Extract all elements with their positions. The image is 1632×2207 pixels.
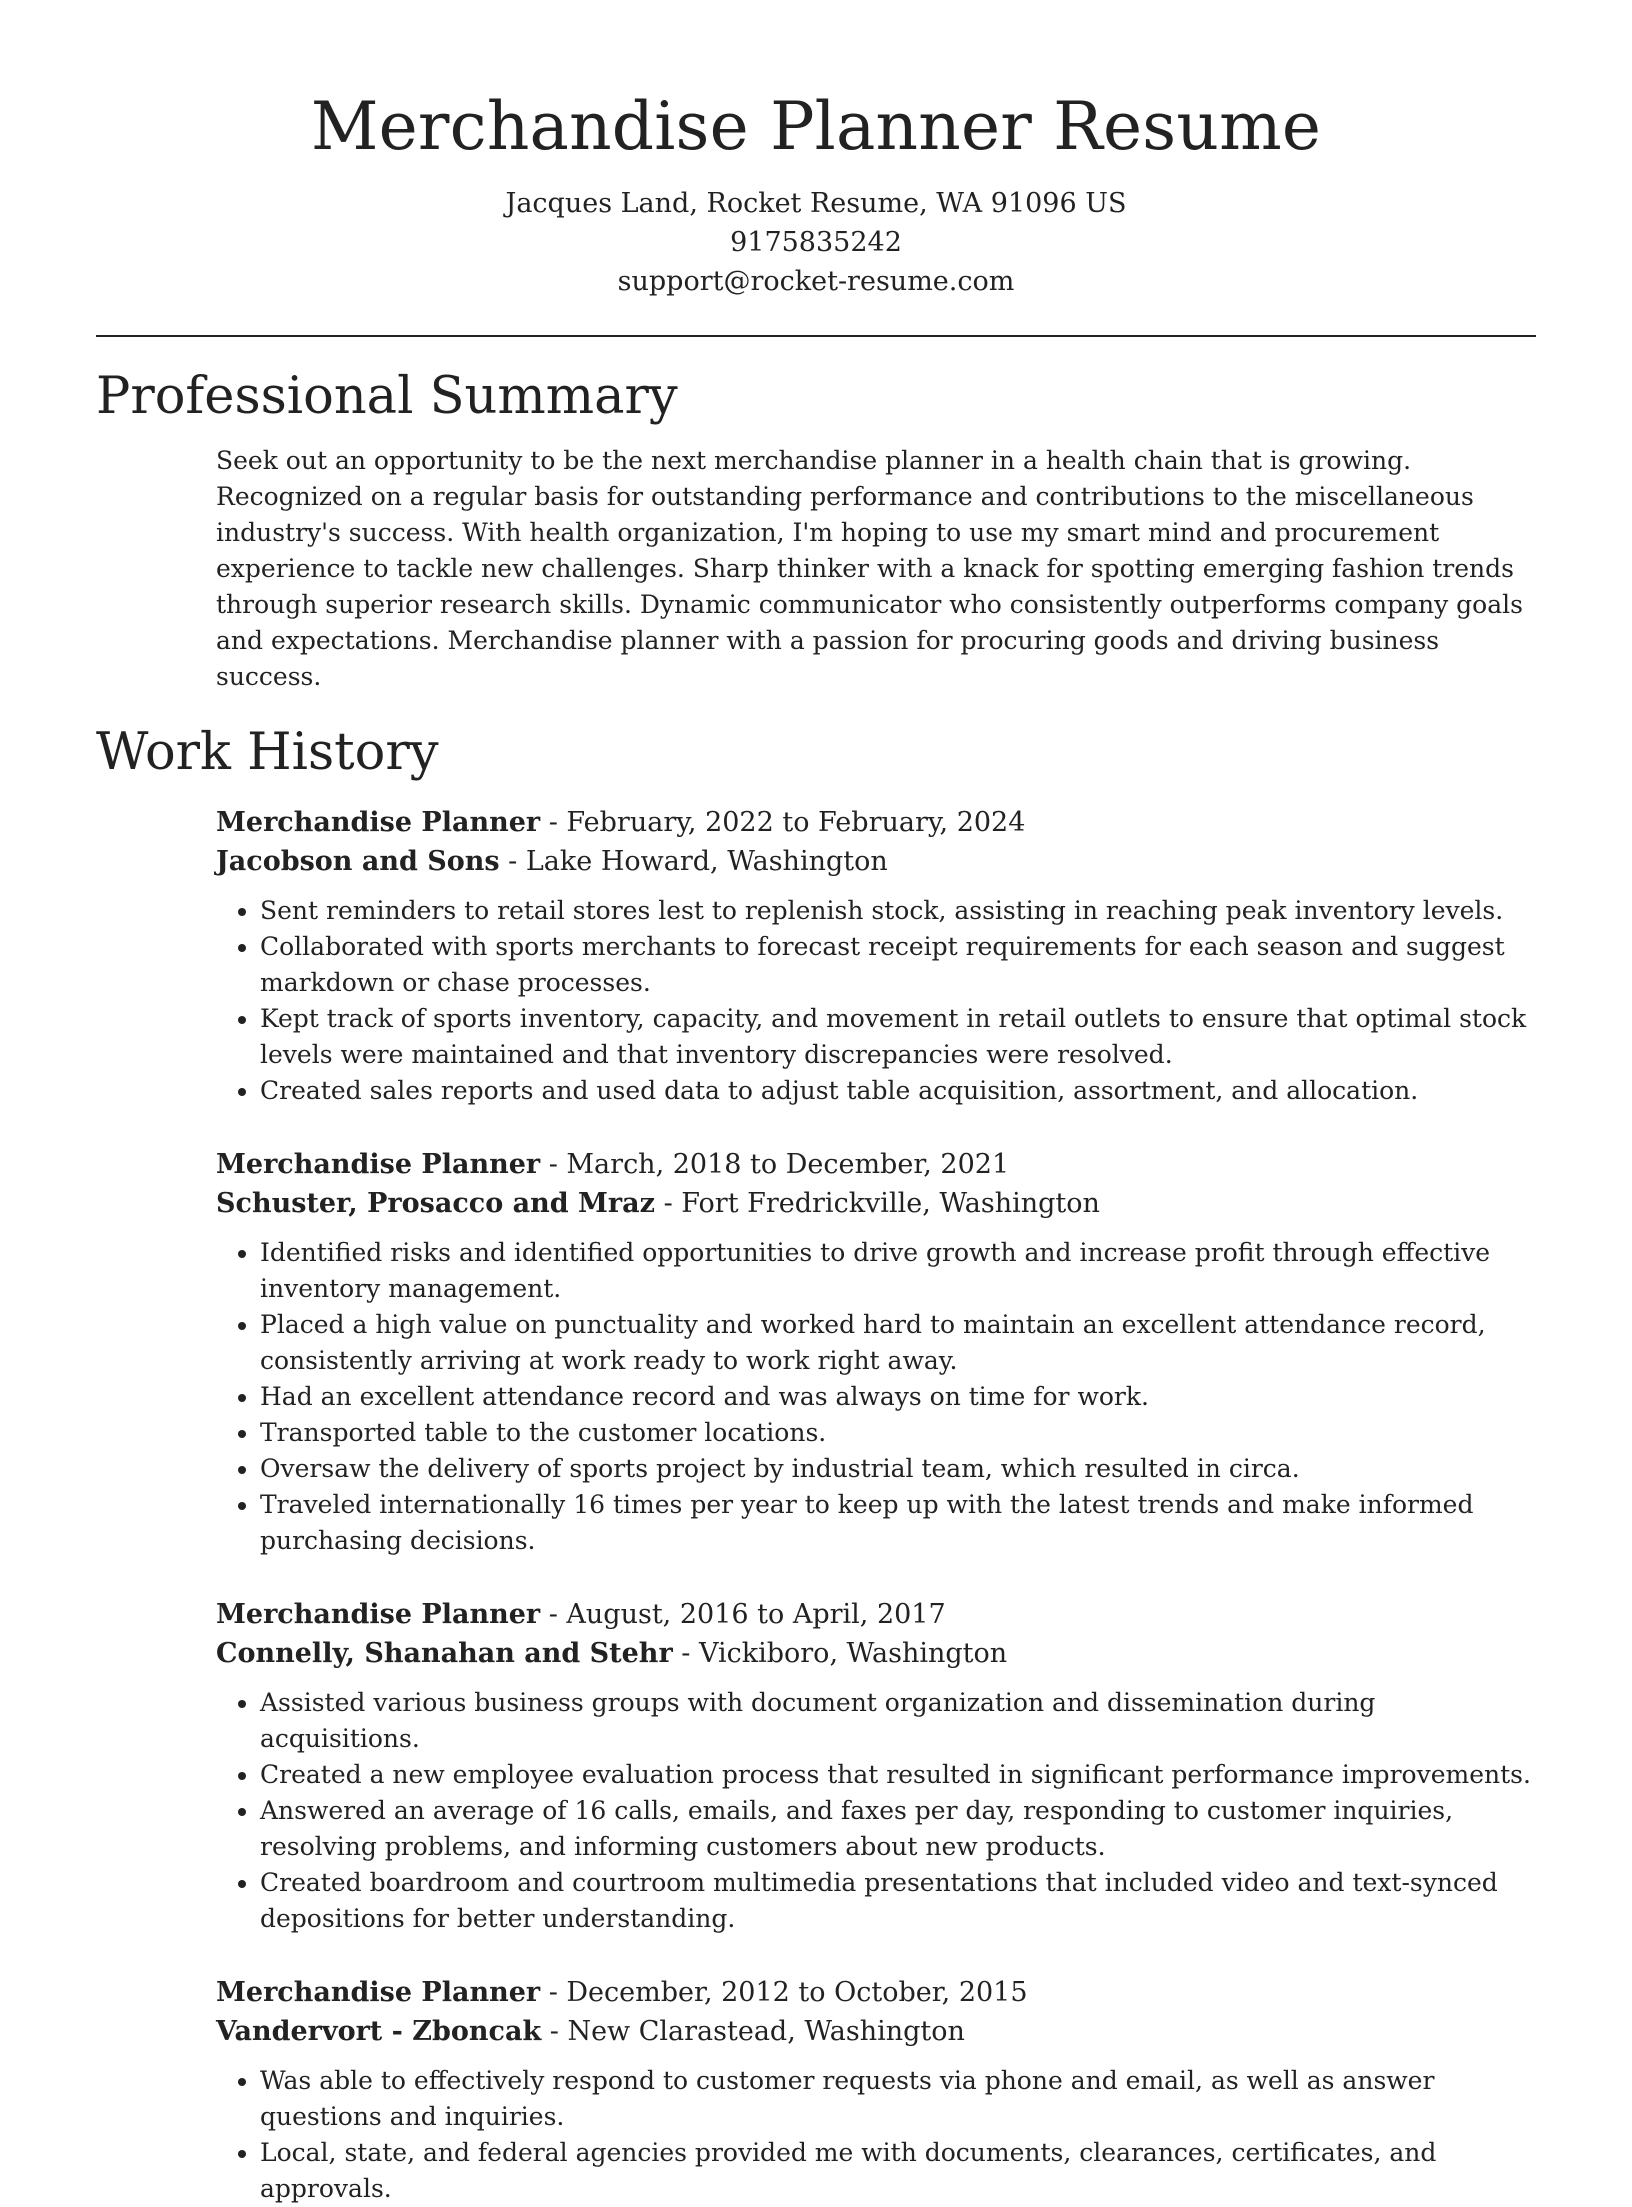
job-bullet: • Answered an average of 16 calls, emails, and faxes per day, responding to customer inquiries, resolving problems, and informing customers about new products.: [260, 1793, 1536, 1865]
job-title: Merchandise Planner: [216, 1149, 541, 1180]
job-bullets: [216, 2063, 1536, 2207]
work-history-heading: Work History: [96, 723, 439, 782]
resume-header: [96, 0, 1536, 301]
job-bullet: • Had an excellent attendance record and was always on time for work.: [260, 1379, 1536, 1415]
job-company-line: [216, 842, 1536, 881]
job-bullet: • Collaborated with sports merchants to forecast receipt requirements for each season and suggest markdown or chase processes.: [260, 929, 1536, 1001]
job-company-line: [216, 1184, 1536, 1223]
job-entry: [216, 1145, 1536, 1559]
job-bullet: • Was able to effectively respond to customer requests via phone and email, as well as answer questions and inquiries.: [260, 2063, 1536, 2135]
job-bullet: • Local, state, and federal agencies provided me with documents, clearances, certificates, and approvals.: [260, 2135, 1536, 2207]
job-company: Jacobson and Sons: [216, 846, 500, 877]
job-title-line: [216, 1145, 1536, 1184]
job-title: Merchandise Planner: [216, 807, 541, 838]
contact-email: support@rocket-resume.com: [617, 266, 1015, 297]
resume-page: [96, 0, 1536, 2207]
job-bullet: • Oversaw the delivery of sports project by industrial team, which resulted in circa.: [260, 1451, 1536, 1487]
job-dates: - August, 2016 to April, 2017: [540, 1599, 946, 1630]
job-dates: - February, 2022 to February, 2024: [540, 807, 1026, 838]
job-bullet: • Transported table to the customer locations.: [260, 1415, 1536, 1451]
summary-text: Seek out an opportunity to be the next merchandise planner in a health chain that is growing. Recognized on a regular basis for outstanding performance and contributions to the miscellaneous industry's success. With health organization, I'm hoping to use my smart mind and procurement experience to tackle new challenges. Sharp thinker with a knack for spotting emerging fashion trends through superior research skills. Dynamic communicator who consistently outperforms company goals and expectations. Merchandise planner with a passion for procuring goods and driving business success.: [216, 446, 1523, 691]
job-company-line: [216, 2012, 1536, 2051]
contact-address: Jacques Land, Rocket Resume, WA 91096 US: [505, 188, 1127, 219]
job-bullet: • Assisted various business groups with document organization and dissemination during acquisitions.: [260, 1685, 1536, 1757]
job-bullet: • Identified risks and identified opportunities to drive growth and increase profit through effective inventory management.: [260, 1235, 1536, 1307]
job-list: [216, 803, 1536, 2207]
job-bullets: [216, 893, 1536, 1109]
job-entry: [216, 1973, 1536, 2207]
job-title-line: [216, 1595, 1536, 1634]
job-company-line: [216, 1634, 1536, 1673]
job-title-line: [216, 1973, 1536, 2012]
job-bullet: • Traveled internationally 16 times per year to keep up with the latest trends and make informed purchasing decisions.: [260, 1487, 1536, 1559]
job-location: - New Clarastead, Washington: [541, 2016, 965, 2047]
job-bullets: [216, 1235, 1536, 1559]
job-dates: - March, 2018 to December, 2021: [540, 1149, 1010, 1180]
job-title-line: [216, 803, 1536, 842]
job-location: - Fort Fredrickville, Washington: [654, 1188, 1100, 1219]
summary-heading: Professional Summary: [96, 367, 678, 426]
job-company: Connelly, Shanahan and Stehr: [216, 1638, 673, 1669]
contact-block: [96, 184, 1536, 301]
job-company: Vandervort - Zboncak: [216, 2016, 542, 2047]
job-bullet: • Sent reminders to retail stores lest to replenish stock, assisting in reaching peak inventory levels.: [260, 893, 1536, 929]
job-bullet: • Created a new employee evaluation process that resulted in significant performance improvements.: [260, 1757, 1536, 1793]
job-location: - Vickiboro, Washington: [672, 1638, 1008, 1669]
job-dates: - December, 2012 to October, 2015: [540, 1977, 1028, 2008]
contact-phone: 9175835242: [730, 227, 902, 258]
job-bullet: • Placed a high value on punctuality and worked hard to maintain an excellent attendance record, consistently arriving at work ready to work right away.: [260, 1307, 1536, 1379]
job-bullet: • Created boardroom and courtroom multimedia presentations that included video and text-synced depositions for better understanding.: [260, 1865, 1536, 1937]
job-title: Merchandise Planner: [216, 1977, 541, 2008]
job-title: Merchandise Planner: [216, 1599, 541, 1630]
job-entry: [216, 803, 1536, 1109]
job-entry: [216, 1595, 1536, 1937]
page-title: Merchandise Planner Resume: [310, 88, 1322, 165]
job-bullet: • Created sales reports and used data to adjust table acquisition, assortment, and allocation.: [260, 1073, 1536, 1109]
job-location: - Lake Howard, Washington: [499, 846, 888, 877]
job-bullet: • Kept track of sports inventory, capacity, and movement in retail outlets to ensure that optimal stock levels were maintained and that inventory discrepancies were resolved.: [260, 1001, 1536, 1073]
job-company: Schuster, Prosacco and Mraz: [216, 1188, 655, 1219]
header-divider: [96, 335, 1536, 337]
job-bullets: [216, 1685, 1536, 1937]
